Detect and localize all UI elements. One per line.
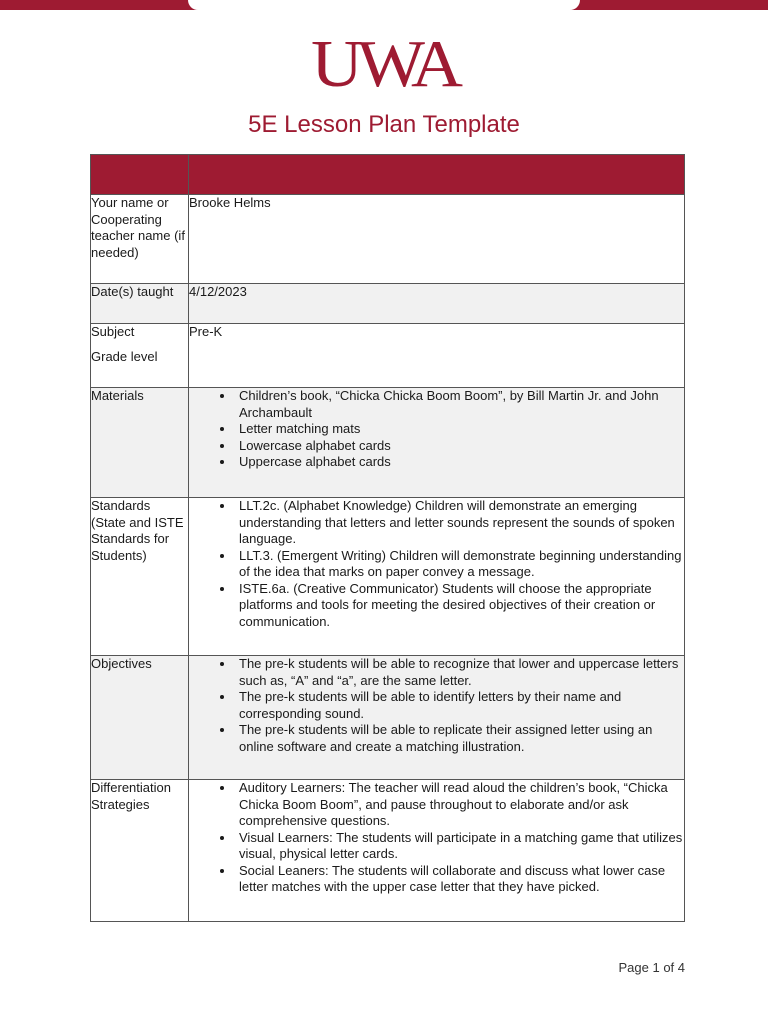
row-objectives — [91, 656, 685, 780]
value-name: Brooke Helms — [189, 195, 685, 284]
list-item: • The pre-k students will be able to identify letters by their name and corresponding sound. — [235, 689, 684, 722]
list-item: • Children’s book, “Chicka Chicka Boom Boom”, by Bill Martin Jr. and John Archambault — [235, 388, 684, 421]
row-date — [91, 284, 685, 324]
label-objectives: Objectives — [91, 656, 189, 780]
list-item: • LLT.3. (Emergent Writing) Children will demonstrate beginning understanding of the idea that marks on paper convey a message. — [235, 548, 684, 581]
materials-list — [189, 388, 684, 471]
row-standards — [91, 498, 685, 656]
list-item: • Lowercase alphabet cards — [235, 438, 684, 455]
value-materials — [189, 388, 685, 498]
lesson-plan-table — [90, 154, 685, 922]
label-date: Date(s) taught — [91, 284, 189, 324]
standards-list — [189, 498, 684, 630]
label-differentiation: Differentiation Strategies — [91, 780, 189, 922]
value-date: 4/12/2023 — [189, 284, 685, 324]
header-cell-right — [189, 155, 685, 195]
list-item: • Visual Learners: The students will participate in a matching game that utilizes visual, physical letter cards. — [235, 830, 684, 863]
value-differentiation — [189, 780, 685, 922]
document-title: 5E Lesson Plan Template — [248, 111, 520, 138]
label-name: Your name or Cooperating teacher name (if needed) — [91, 195, 189, 284]
top-banner-notch — [188, 0, 580, 10]
list-item: • Auditory Learners: The teacher will read aloud the children’s book, “Chicka Chicka Boom Boom”, and pause throughout to elaborate and/or ask comprehensive questions. — [235, 780, 684, 830]
objectives-list — [189, 656, 684, 755]
uwa-logo: UWA — [311, 27, 457, 101]
list-item: • Uppercase alphabet cards — [235, 454, 684, 471]
list-item: • ISTE.6a. (Creative Communicator) Students will choose the appropriate platforms and tools for meeting the desired objectives of their creation or communication. — [235, 581, 684, 631]
value-standards — [189, 498, 685, 656]
row-materials — [91, 388, 685, 498]
label-subject-text: Subject — [91, 324, 135, 339]
table-header-row — [91, 155, 685, 195]
label-grade-level: Grade level — [91, 348, 158, 364]
label-subject — [91, 324, 189, 388]
list-item: • Letter matching mats — [235, 421, 684, 438]
value-objectives — [189, 656, 685, 780]
list-item: • LLT.2c. (Alphabet Knowledge) Children will demonstrate an emerging understanding that letters and letter sounds represent the sounds of spoken language. — [235, 498, 684, 548]
list-item: • Social Leaners: The students will collaborate and discuss what lower case letter matches with the upper case letter that they have picked. — [235, 863, 684, 896]
value-subject: Pre-K — [189, 324, 685, 388]
differentiation-list — [189, 780, 684, 896]
header-cell-left — [91, 155, 189, 195]
page-number: Page 1 of 4 — [618, 960, 685, 975]
list-item: • The pre-k students will be able to replicate their assigned letter using an online software and create a matching illustration. — [235, 722, 684, 755]
label-standards: Standards (State and ISTE Standards for Students) — [91, 498, 189, 656]
row-subject — [91, 324, 685, 388]
row-differentiation — [91, 780, 685, 922]
list-item: • The pre-k students will be able to recognize that lower and uppercase letters such as, “A” and “a”, are the same letter. — [235, 656, 684, 689]
row-name — [91, 195, 685, 284]
label-materials: Materials — [91, 388, 189, 498]
